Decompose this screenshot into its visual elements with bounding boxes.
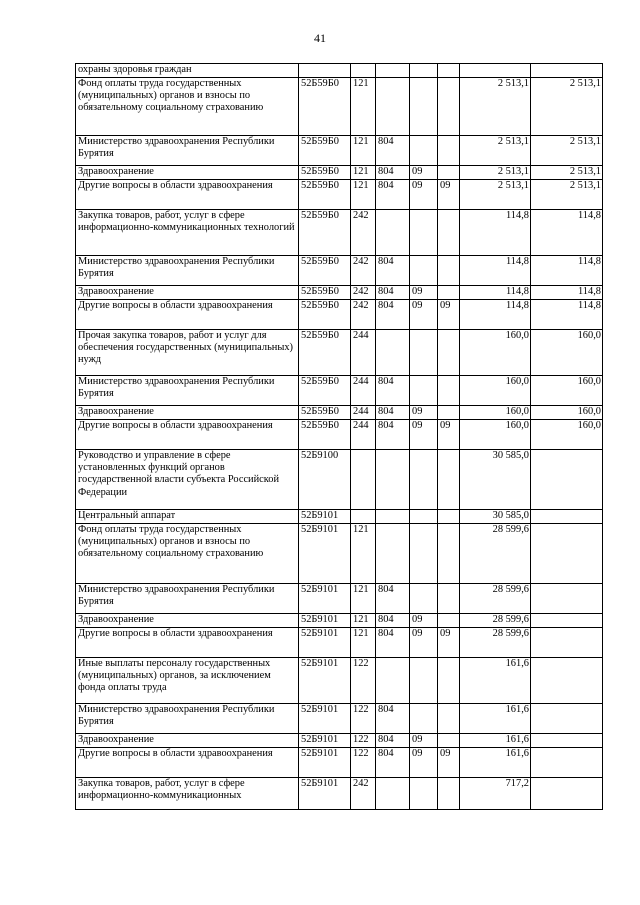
cell-subsection-code: 09 (438, 628, 460, 658)
cell-target-code: 52Б9101 (299, 734, 351, 748)
cell-amount-2 (531, 584, 603, 614)
cell-target-code: 52Б9100 (299, 450, 351, 510)
cell-amount-2 (531, 628, 603, 658)
cell-ministry-code: 804 (376, 180, 410, 210)
cell-subsection-code (438, 524, 460, 584)
cell-item-name: Фонд оплаты труда государственных (муниципальных) органов и взносы по обязательному социальному страхованию (76, 524, 299, 584)
cell-target-code: 52Б9101 (299, 524, 351, 584)
cell-subsection-code: 09 (438, 180, 460, 210)
cell-expense-type: 122 (351, 748, 376, 778)
cell-target-code: 52Б9101 (299, 748, 351, 778)
table-row (76, 286, 603, 300)
cell-amount-1: 30 585,0 (460, 510, 531, 524)
cell-section-code (410, 450, 438, 510)
cell-ministry-code (376, 510, 410, 524)
table-row (76, 778, 603, 810)
cell-section-code: 09 (410, 406, 438, 420)
table-row (76, 136, 603, 166)
cell-target-code (299, 64, 351, 78)
cell-amount-1: 161,6 (460, 748, 531, 778)
cell-item-name: Закупка товаров, работ, услуг в сфере информационно-коммуникационных (76, 778, 299, 810)
cell-item-name: Другие вопросы в области здравоохранения (76, 748, 299, 778)
cell-amount-2 (531, 524, 603, 584)
cell-ministry-code: 804 (376, 704, 410, 734)
cell-amount-2 (531, 734, 603, 748)
cell-section-code: 09 (410, 748, 438, 778)
cell-amount-1: 160,0 (460, 406, 531, 420)
cell-amount-1: 28 599,6 (460, 524, 531, 584)
table-row (76, 734, 603, 748)
cell-section-code: 09 (410, 614, 438, 628)
cell-item-name: Прочая закупка товаров, работ и услуг для обеспечения государственных (муниципальных) нужд (76, 330, 299, 376)
page-number: 41 (314, 31, 326, 45)
cell-subsection-code (438, 286, 460, 300)
cell-section-code (410, 778, 438, 810)
cell-expense-type: 121 (351, 614, 376, 628)
cell-subsection-code (438, 330, 460, 376)
cell-target-code: 52Б59Б0 (299, 286, 351, 300)
cell-target-code: 52Б9101 (299, 628, 351, 658)
cell-expense-type: 121 (351, 628, 376, 658)
cell-amount-1: 2 513,1 (460, 166, 531, 180)
cell-target-code: 52Б59Б0 (299, 420, 351, 450)
cell-subsection-code (438, 256, 460, 286)
cell-ministry-code (376, 330, 410, 376)
cell-target-code: 52Б59Б0 (299, 406, 351, 420)
cell-ministry-code: 804 (376, 748, 410, 778)
cell-ministry-code: 804 (376, 406, 410, 420)
table-row (76, 524, 603, 584)
cell-item-name: Министерство здравоохранения Республики Бурятия (76, 376, 299, 406)
cell-expense-type: 242 (351, 210, 376, 256)
cell-amount-1: 28 599,6 (460, 628, 531, 658)
cell-target-code: 52Б9101 (299, 778, 351, 810)
cell-expense-type: 242 (351, 286, 376, 300)
cell-target-code: 52Б59Б0 (299, 300, 351, 330)
cell-ministry-code (376, 78, 410, 136)
cell-item-name: Другие вопросы в области здравоохранения (76, 300, 299, 330)
cell-item-name: охраны здоровья граждан (76, 64, 299, 78)
cell-expense-type: 121 (351, 166, 376, 180)
cell-amount-2 (531, 510, 603, 524)
cell-target-code: 52Б9101 (299, 584, 351, 614)
cell-target-code: 52Б59Б0 (299, 136, 351, 166)
cell-target-code: 52Б9101 (299, 614, 351, 628)
cell-target-code: 52Б59Б0 (299, 256, 351, 286)
table-row (76, 510, 603, 524)
table-row (76, 420, 603, 450)
cell-ministry-code: 804 (376, 614, 410, 628)
cell-amount-2 (531, 658, 603, 704)
cell-amount-1: 114,8 (460, 300, 531, 330)
table-row (76, 614, 603, 628)
cell-ministry-code (376, 524, 410, 584)
cell-amount-2: 160,0 (531, 376, 603, 406)
table-row (76, 166, 603, 180)
cell-amount-1: 114,8 (460, 256, 531, 286)
cell-item-name: Центральный аппарат (76, 510, 299, 524)
cell-amount-2: 114,8 (531, 256, 603, 286)
cell-ministry-code: 804 (376, 734, 410, 748)
cell-target-code: 52Б59Б0 (299, 376, 351, 406)
cell-amount-1: 2 513,1 (460, 78, 531, 136)
cell-item-name: Закупка товаров, работ, услуг в сфере информационно-коммуникационных технологий (76, 210, 299, 256)
budget-table (75, 63, 603, 810)
cell-expense-type: 122 (351, 734, 376, 748)
cell-item-name: Другие вопросы в области здравоохранения (76, 180, 299, 210)
cell-item-name: Министерство здравоохранения Республики Бурятия (76, 584, 299, 614)
table-row (76, 406, 603, 420)
cell-expense-type: 242 (351, 256, 376, 286)
cell-target-code: 52Б9101 (299, 510, 351, 524)
cell-amount-1 (460, 64, 531, 78)
cell-item-name: Министерство здравоохранения Республики Бурятия (76, 136, 299, 166)
cell-subsection-code (438, 704, 460, 734)
cell-amount-2 (531, 614, 603, 628)
cell-expense-type: 121 (351, 524, 376, 584)
cell-amount-1: 114,8 (460, 210, 531, 256)
cell-amount-2: 114,8 (531, 300, 603, 330)
cell-item-name: Фонд оплаты труда государственных (муниципальных) органов и взносы по обязательному социальному страхованию (76, 78, 299, 136)
cell-amount-1: 28 599,6 (460, 584, 531, 614)
cell-amount-2: 160,0 (531, 420, 603, 450)
cell-amount-1: 161,6 (460, 658, 531, 704)
cell-expense-type: 121 (351, 180, 376, 210)
cell-item-name: Здравоохранение (76, 286, 299, 300)
table-row (76, 376, 603, 406)
table-row (76, 628, 603, 658)
cell-amount-1: 161,6 (460, 704, 531, 734)
cell-expense-type: 244 (351, 420, 376, 450)
cell-ministry-code: 804 (376, 584, 410, 614)
cell-section-code (410, 78, 438, 136)
cell-target-code: 52Б59Б0 (299, 78, 351, 136)
cell-item-name: Руководство и управление в сфере установленных функций органов государственной власти субъекта Российской Федерации (76, 450, 299, 510)
cell-amount-1: 161,6 (460, 734, 531, 748)
table-row (76, 704, 603, 734)
cell-ministry-code: 804 (376, 628, 410, 658)
table-row (76, 78, 603, 136)
cell-subsection-code (438, 658, 460, 704)
cell-section-code: 09 (410, 286, 438, 300)
cell-expense-type: 242 (351, 778, 376, 810)
cell-section-code (410, 376, 438, 406)
cell-amount-2: 2 513,1 (531, 78, 603, 136)
cell-section-code (410, 210, 438, 256)
cell-expense-type (351, 450, 376, 510)
cell-amount-1: 717,2 (460, 778, 531, 810)
cell-subsection-code (438, 584, 460, 614)
cell-amount-1: 114,8 (460, 286, 531, 300)
cell-section-code: 09 (410, 166, 438, 180)
cell-item-name: Здравоохранение (76, 166, 299, 180)
cell-section-code (410, 584, 438, 614)
cell-expense-type: 121 (351, 584, 376, 614)
cell-expense-type: 242 (351, 300, 376, 330)
cell-section-code (410, 136, 438, 166)
cell-amount-2 (531, 748, 603, 778)
cell-item-name: Министерство здравоохранения Республики Бурятия (76, 256, 299, 286)
table-row (76, 180, 603, 210)
cell-subsection-code: 09 (438, 300, 460, 330)
cell-expense-type: 122 (351, 658, 376, 704)
cell-item-name: Другие вопросы в области здравоохранения (76, 628, 299, 658)
cell-amount-2 (531, 778, 603, 810)
cell-expense-type: 121 (351, 136, 376, 166)
cell-section-code (410, 658, 438, 704)
cell-expense-type: 244 (351, 330, 376, 376)
cell-section-code: 09 (410, 420, 438, 450)
cell-target-code: 52Б59Б0 (299, 166, 351, 180)
cell-expense-type: 122 (351, 704, 376, 734)
cell-item-name: Здравоохранение (76, 614, 299, 628)
cell-amount-2: 114,8 (531, 286, 603, 300)
cell-subsection-code (438, 376, 460, 406)
cell-target-code: 52Б9101 (299, 704, 351, 734)
cell-section-code (410, 704, 438, 734)
cell-item-name: Министерство здравоохранения Республики Бурятия (76, 704, 299, 734)
cell-ministry-code: 804 (376, 256, 410, 286)
cell-expense-type: 121 (351, 78, 376, 136)
cell-expense-type (351, 510, 376, 524)
cell-ministry-code: 804 (376, 300, 410, 330)
cell-amount-1: 160,0 (460, 330, 531, 376)
cell-subsection-code (438, 614, 460, 628)
cell-amount-2 (531, 64, 603, 78)
cell-amount-2 (531, 450, 603, 510)
cell-subsection-code (438, 136, 460, 166)
cell-amount-2: 2 513,1 (531, 180, 603, 210)
cell-section-code (410, 256, 438, 286)
cell-ministry-code: 804 (376, 376, 410, 406)
cell-subsection-code (438, 510, 460, 524)
cell-amount-2: 160,0 (531, 330, 603, 376)
table-row (76, 330, 603, 376)
cell-amount-1: 30 585,0 (460, 450, 531, 510)
cell-subsection-code (438, 406, 460, 420)
cell-subsection-code (438, 450, 460, 510)
cell-target-code: 52Б59Б0 (299, 210, 351, 256)
budget-table-body (76, 64, 603, 810)
cell-amount-1: 160,0 (460, 420, 531, 450)
cell-item-name: Здравоохранение (76, 406, 299, 420)
table-row (76, 300, 603, 330)
table-row (76, 748, 603, 778)
cell-section-code: 09 (410, 300, 438, 330)
cell-subsection-code (438, 734, 460, 748)
cell-amount-1: 160,0 (460, 376, 531, 406)
table-row (76, 584, 603, 614)
cell-amount-2: 160,0 (531, 406, 603, 420)
cell-subsection-code (438, 210, 460, 256)
cell-amount-1: 28 599,6 (460, 614, 531, 628)
cell-amount-2: 2 513,1 (531, 136, 603, 166)
cell-ministry-code: 804 (376, 420, 410, 450)
cell-target-code: 52Б59Б0 (299, 330, 351, 376)
cell-amount-1: 2 513,1 (460, 136, 531, 166)
table-row (76, 64, 603, 78)
cell-ministry-code: 804 (376, 136, 410, 166)
table-row (76, 450, 603, 510)
cell-amount-2: 2 513,1 (531, 166, 603, 180)
cell-subsection-code: 09 (438, 420, 460, 450)
cell-ministry-code (376, 450, 410, 510)
cell-target-code: 52Б59Б0 (299, 180, 351, 210)
cell-item-name: Другие вопросы в области здравоохранения (76, 420, 299, 450)
cell-amount-2: 114,8 (531, 210, 603, 256)
cell-subsection-code (438, 778, 460, 810)
cell-expense-type (351, 64, 376, 78)
cell-section-code: 09 (410, 734, 438, 748)
cell-ministry-code: 804 (376, 286, 410, 300)
cell-section-code (410, 330, 438, 376)
cell-expense-type: 244 (351, 406, 376, 420)
cell-section-code (410, 524, 438, 584)
cell-section-code: 09 (410, 628, 438, 658)
cell-ministry-code (376, 210, 410, 256)
table-row (76, 256, 603, 286)
cell-target-code: 52Б9101 (299, 658, 351, 704)
table-row (76, 658, 603, 704)
cell-amount-1: 2 513,1 (460, 180, 531, 210)
cell-expense-type: 244 (351, 376, 376, 406)
cell-ministry-code (376, 658, 410, 704)
cell-subsection-code (438, 64, 460, 78)
cell-subsection-code (438, 78, 460, 136)
cell-section-code (410, 64, 438, 78)
cell-ministry-code (376, 778, 410, 810)
cell-section-code (410, 510, 438, 524)
cell-amount-2 (531, 704, 603, 734)
cell-subsection-code (438, 166, 460, 180)
cell-item-name: Иные выплаты персоналу государственных (муниципальных) органов, за исключением фонда оплаты труда (76, 658, 299, 704)
table-row (76, 210, 603, 256)
cell-ministry-code (376, 64, 410, 78)
cell-ministry-code: 804 (376, 166, 410, 180)
cell-section-code: 09 (410, 180, 438, 210)
cell-subsection-code: 09 (438, 748, 460, 778)
cell-item-name: Здравоохранение (76, 734, 299, 748)
